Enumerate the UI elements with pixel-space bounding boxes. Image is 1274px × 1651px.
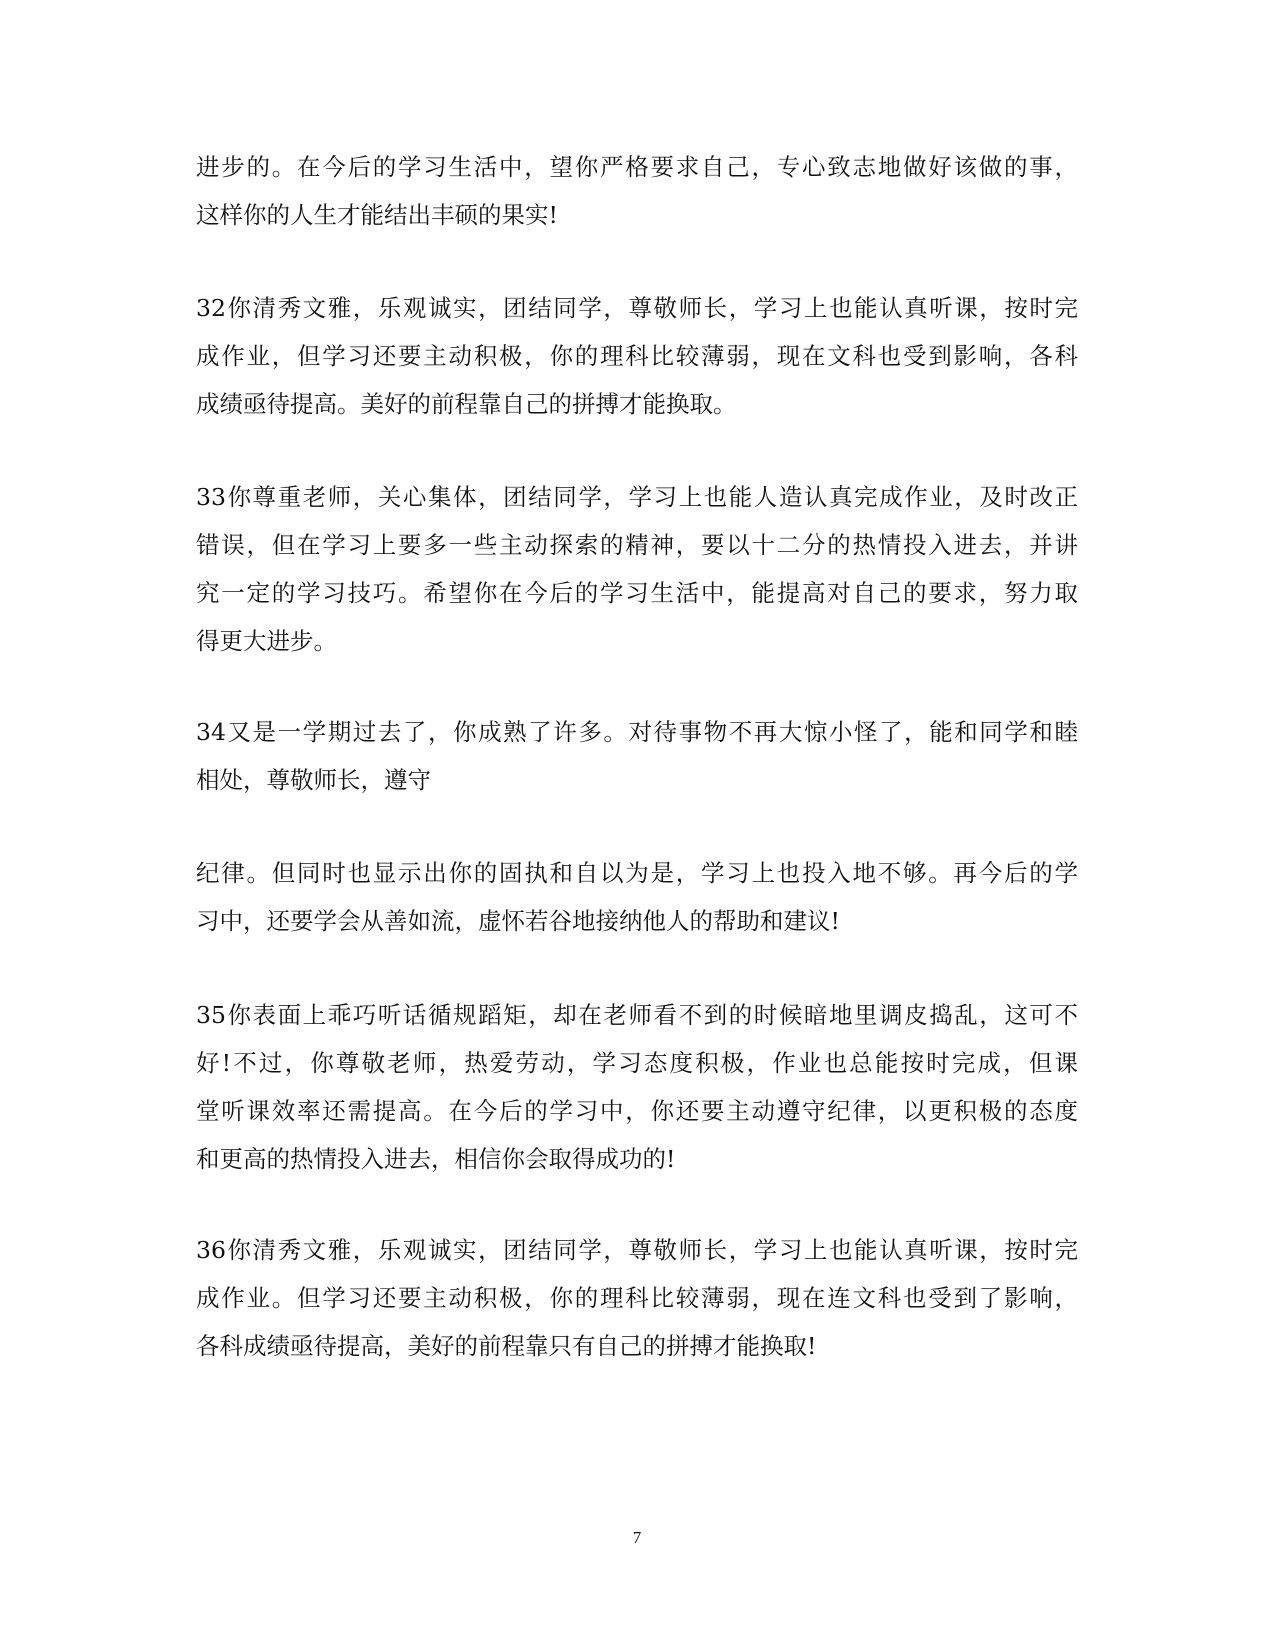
text-line: 成作业，但学习还要主动积极，你的理科比较薄弱，现在文科也受到影响，各科 <box>196 342 1078 370</box>
text-line: 32你清秀文雅，乐观诚实，团结同学，尊敬师长，学习上也能认真听课，按时完 <box>196 294 1078 322</box>
text-line: 和更高的热情投入进去，相信你会取得成功的! <box>196 1145 676 1173</box>
text-line: 进步的。在今后的学习生活中，望你严格要求自己，专心致志地做好该做的事， <box>196 153 1078 181</box>
paragraph-comment-36 <box>196 1226 1078 1370</box>
page-number: 7 <box>632 1528 642 1547</box>
text-line: 习中，还要学会从善如流，虚怀若谷地接纳他人的帮助和建议! <box>196 907 840 935</box>
paragraph-comment-34-continued <box>196 849 1078 945</box>
paragraph-comment-35 <box>196 991 1078 1183</box>
text-line: 33你尊重老师，关心集体，团结同学，学习上也能人造认真完成作业，及时改正 <box>196 483 1078 511</box>
text-line: 各科成绩亟待提高，美好的前程靠只有自己的拼搏才能换取! <box>196 1332 817 1360</box>
text-line: 成绩亟待提高。美好的前程靠自己的拼搏才能换取。 <box>196 390 737 418</box>
text-line: 相处，尊敬师长，遵守 <box>196 766 431 794</box>
paragraph-comment-32 <box>196 284 1078 428</box>
text-line: 好!不过，你尊敬老师，热爱劳动，学习态度积极，作业也总能按时完成，但课 <box>196 1049 1078 1077</box>
text-line: 错误，但在学习上要多一些主动探索的精神，要以十二分的热情投入进去，并讲 <box>196 531 1078 559</box>
paragraph-comment-34 <box>196 708 1078 804</box>
text-line: 成作业。但学习还要主动积极，你的理科比较薄弱，现在连文科也受到了影响， <box>196 1284 1078 1312</box>
paragraph-comment-33 <box>196 473 1078 665</box>
text-line: 35你表面上乖巧听话循规蹈矩，却在老师看不到的时候暗地里调皮捣乱，这可不 <box>196 1001 1078 1029</box>
paragraph-continuation <box>196 143 1078 239</box>
text-line: 这样你的人生才能结出丰硕的果实! <box>196 201 558 229</box>
text-line: 得更大进步。 <box>196 627 337 655</box>
text-line: 34又是一学期过去了，你成熟了许多。对待事物不再大惊小怪了，能和同学和睦 <box>196 718 1078 746</box>
text-line: 36你清秀文雅，乐观诚实，团结同学，尊敬师长，学习上也能认真听课，按时完 <box>196 1236 1078 1264</box>
text-line: 纪律。但同时也显示出你的固执和自以为是，学习上也投入地不够。再今后的学 <box>196 859 1078 887</box>
text-line: 究一定的学习技巧。希望你在今后的学习生活中，能提高对自己的要求，努力取 <box>196 579 1078 607</box>
text-line: 堂听课效率还需提高。在今后的学习中，你还要主动遵守纪律，以更积极的态度 <box>196 1097 1078 1125</box>
